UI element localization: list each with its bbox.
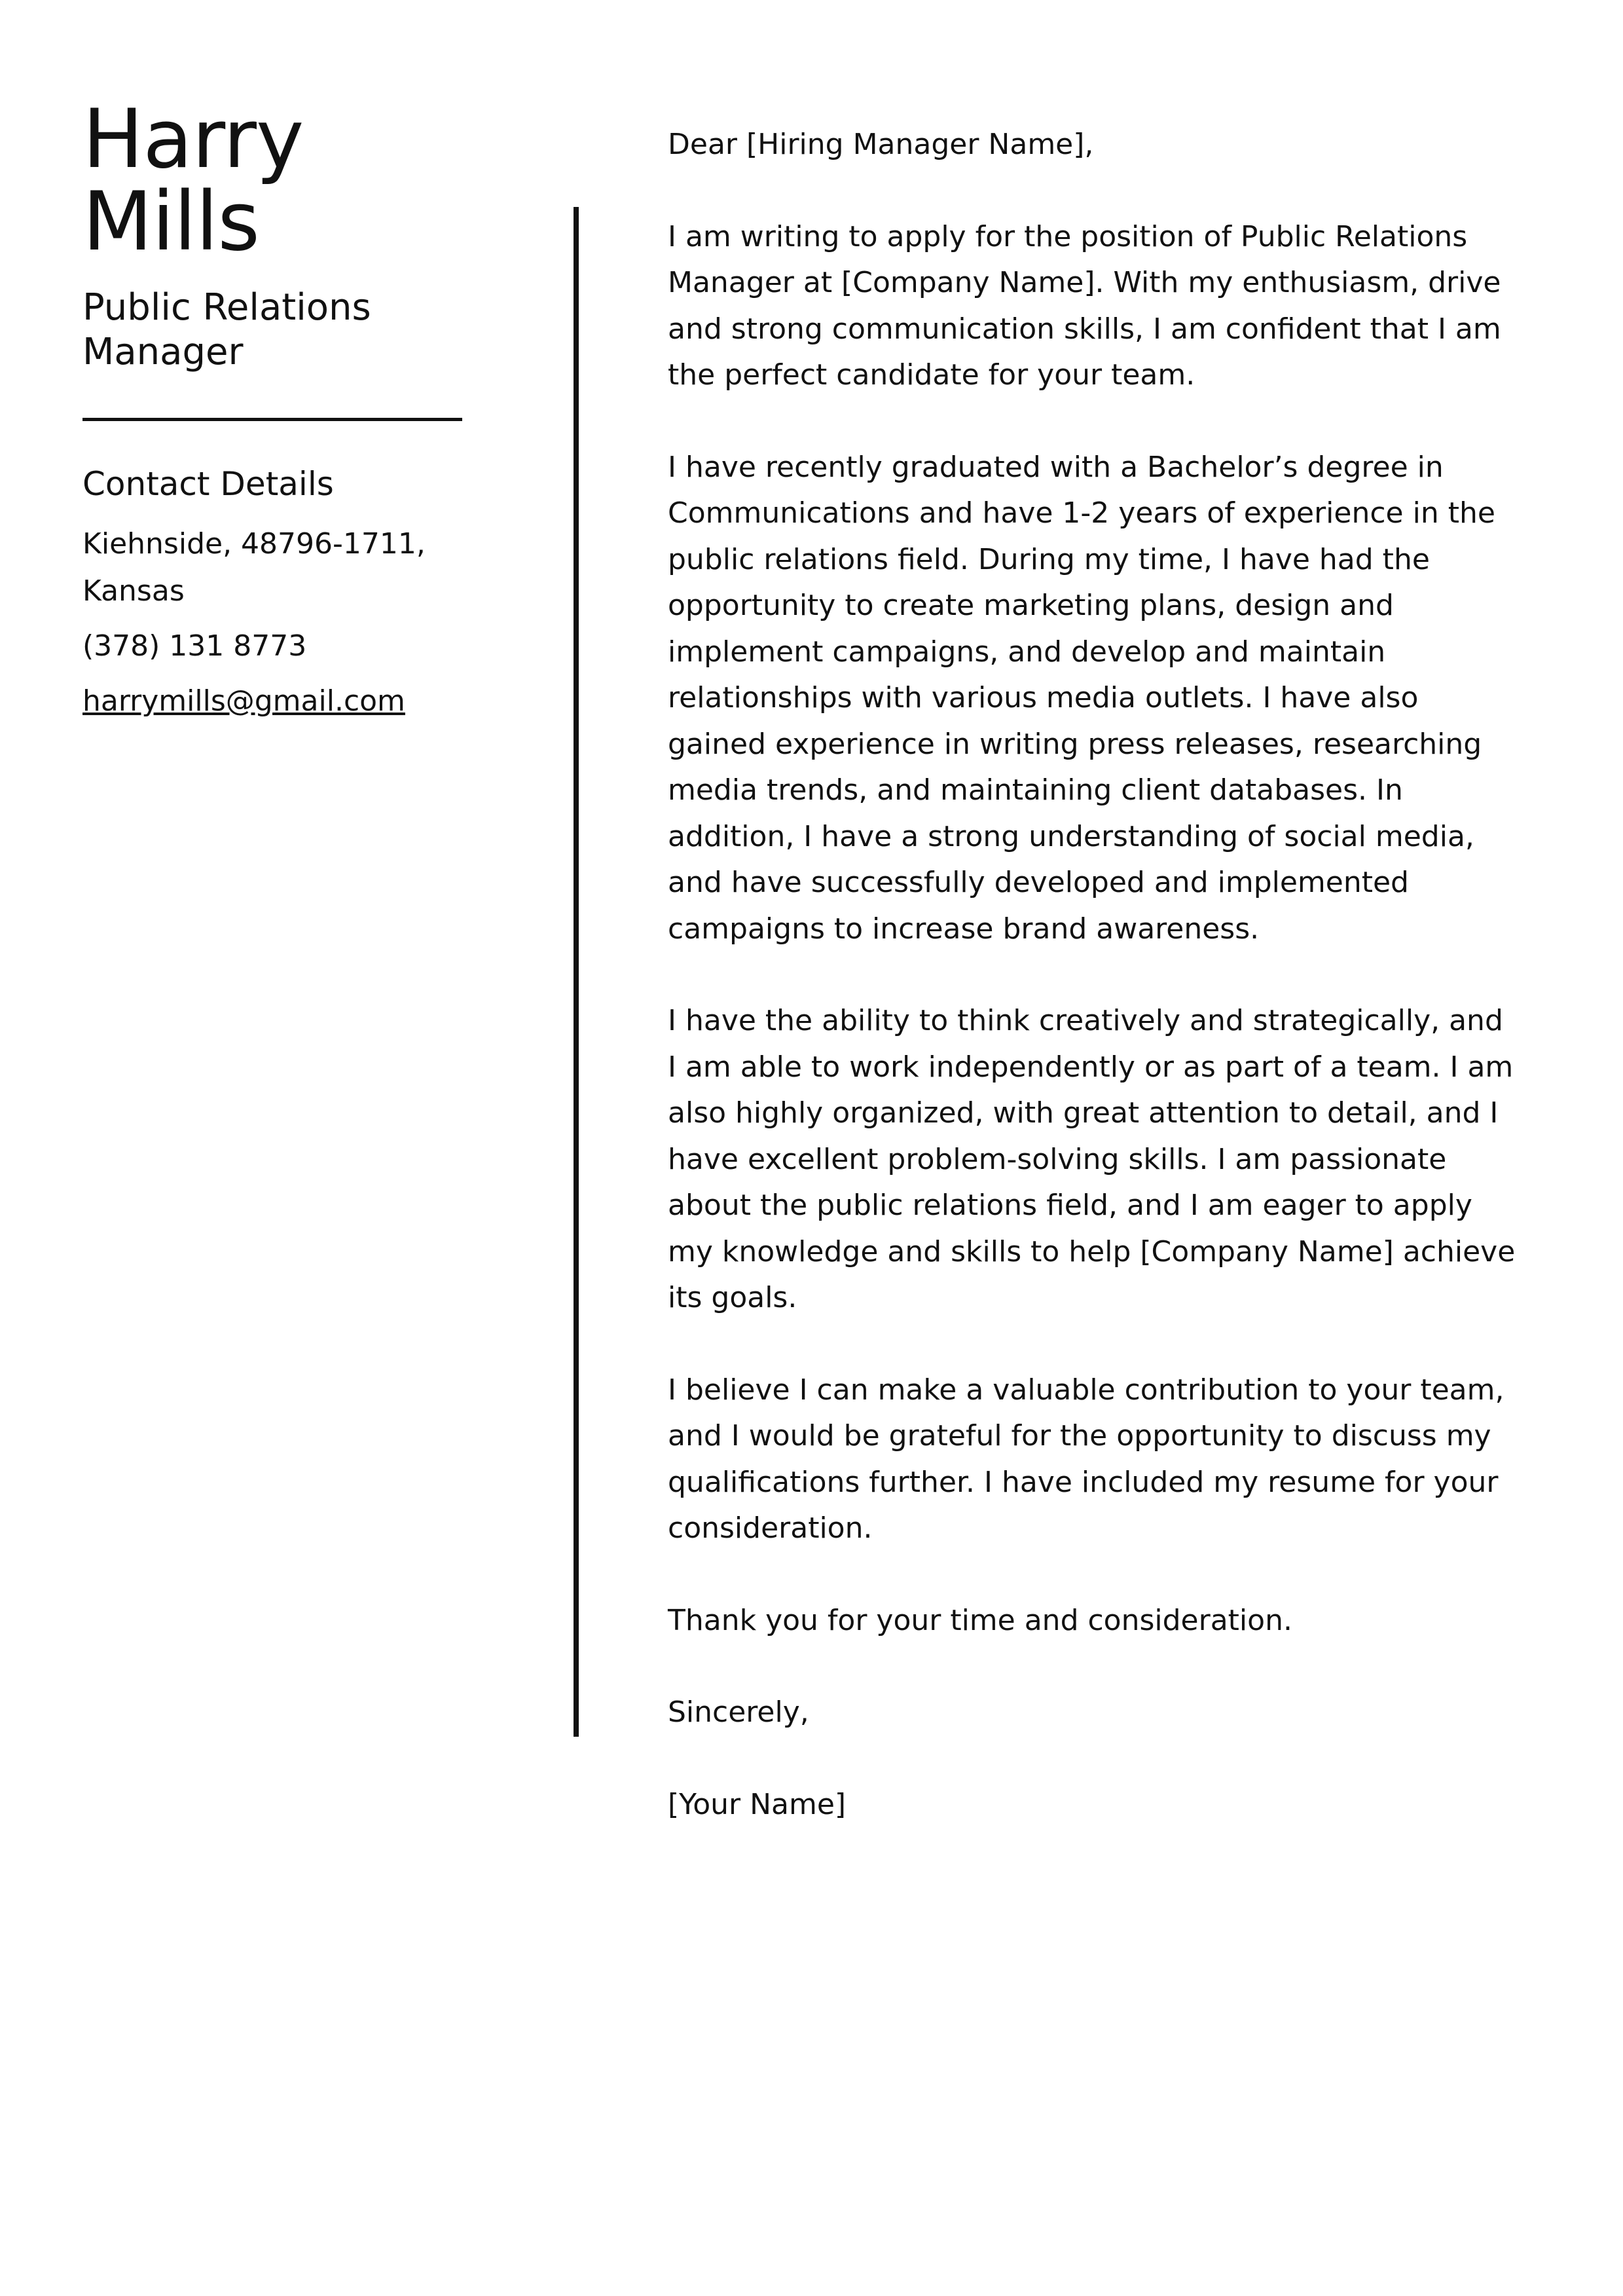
cover-letter-body	[668, 122, 1519, 1874]
contact-details-heading: Contact Details	[82, 465, 334, 503]
sidebar	[82, 92, 475, 725]
contact-email-link[interactable]: harrymills@gmail.com	[82, 684, 405, 718]
first-name: Harry	[82, 92, 304, 187]
signature: [Your Name]	[668, 1787, 847, 1821]
job-title: Public Relations Manager	[82, 286, 371, 373]
salutation: Dear [Hiring Manager Name],	[668, 128, 1094, 161]
letter-paragraph: Thank you for your time and consideration.	[668, 1603, 1292, 1637]
closing: Sincerely,	[668, 1695, 809, 1729]
letter-paragraph: I believe I can make a valuable contribution to your team, and I would be grateful for the opportunity to discuss my qualifications further. I have included my resume for your consideration.	[668, 1373, 1504, 1545]
contact-address: Kiehnside, 48796-1711, Kansas	[82, 527, 426, 608]
vertical-divider	[574, 207, 579, 1737]
letter-paragraph: I have recently graduated with a Bachelor’s degree in Communications and have 1-2 years of experience in the public relations field. During my time, I have had the opportunity to create marketing plans, design and implement campaigns, and develop and maintain relationships with various media outlets. I have also gained experience in writing press releases, researching media trends, and maintaining client databases. In addition, I have a strong understanding of social media, and have successfully developed and implemented campaigns to increase brand awareness.	[668, 450, 1495, 946]
letter-paragraph: I am writing to apply for the position of Public Relations Manager at [Company Name]. With my enthusiasm, drive and strong communication skills, I am confident that I am the perfect candidate for your team.	[668, 219, 1501, 392]
letter-paragraph: I have the ability to think creatively and strategically, and I am able to work independently or as part of a team. I am also highly organized, with great attention to detail, and I have excellent problem-solving skills. I am passionate about the public relations field, and I am eager to apply my knowledge and skills to help [Company Name] achieve its goals.	[668, 1004, 1516, 1314]
contact-phone: (378) 131 8773	[82, 629, 307, 663]
header-divider	[82, 418, 462, 421]
last-name: Mills	[82, 175, 259, 269]
applicant-name	[82, 92, 475, 269]
